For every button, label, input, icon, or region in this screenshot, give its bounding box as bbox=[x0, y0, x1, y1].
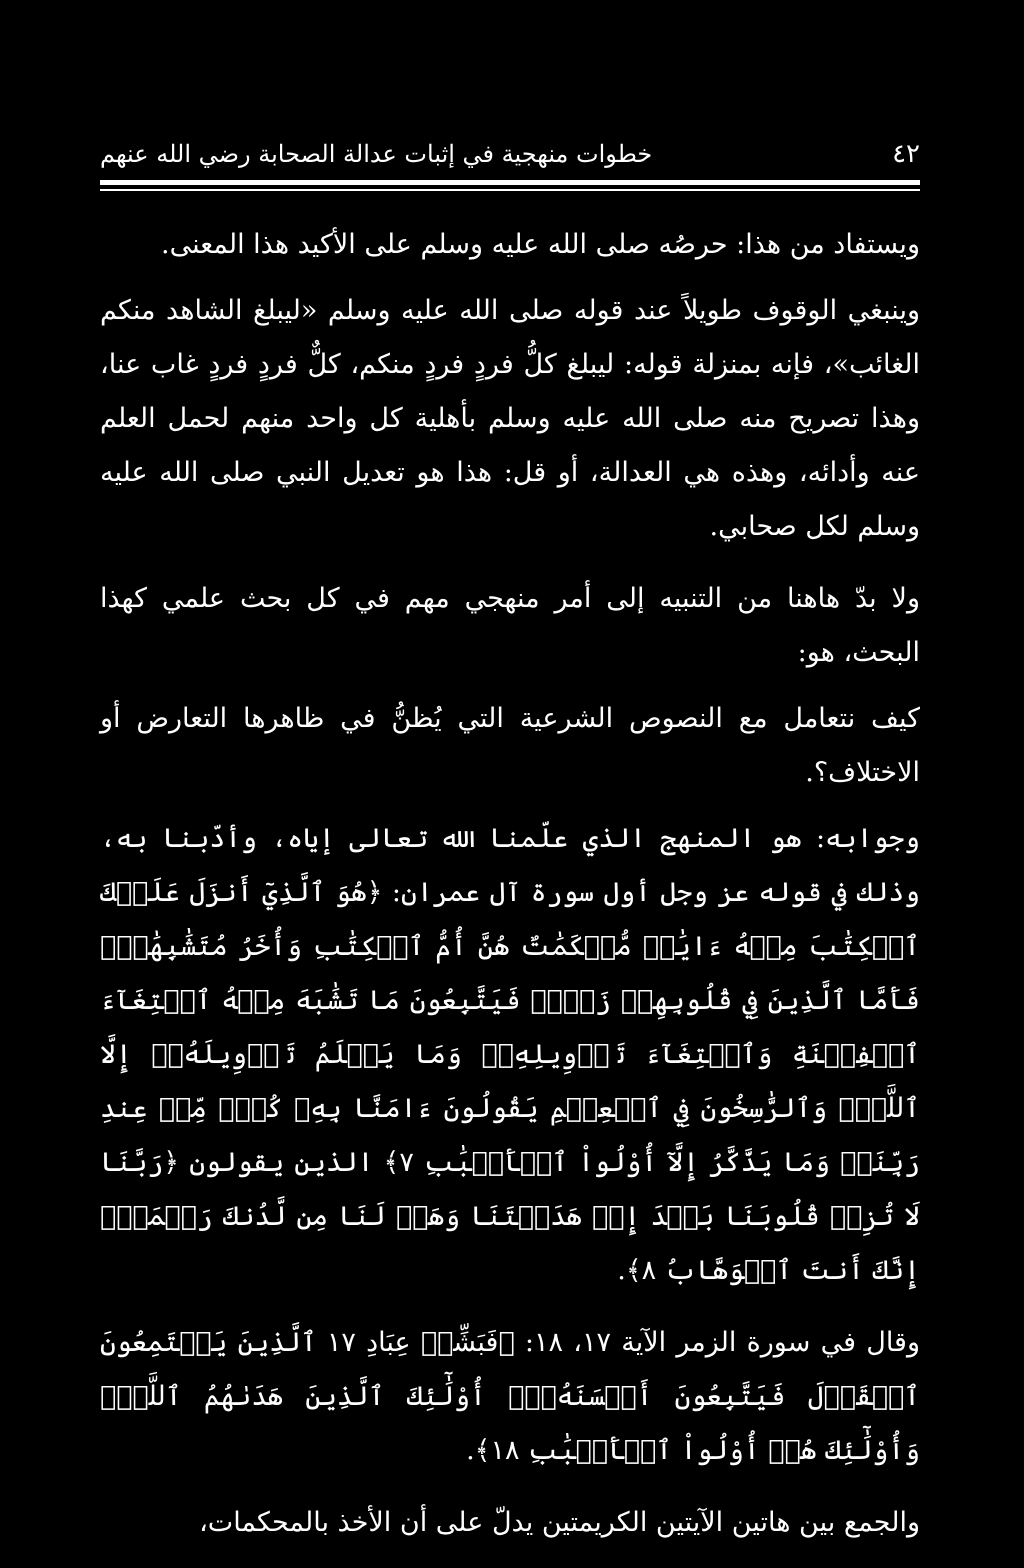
paragraph-6-quran-az-zumar: وقال في سورة الزمر الآية ١٧، ١٨: ﴿فَبَشِّرۡ عِبَادِ ١٧ ٱلَّذِينَ يَسۡتَمِعُونَ ٱلۡقَوۡلَ فَيَتَّبِعُونَ أَحۡسَنَهُۥٓۚ أُوْلَٰٓئِكَ ٱلَّذِينَ هَدَىٰهُمُ ٱللَّهُۖ وَأُوْلَٰٓئِكَ هُمۡ أُوْلُواْ ٱلۡأَلۡبَٰبِ ١٨﴾. bbox=[100, 1327, 921, 1466]
paragraph-5-quran-al-imran: وجوابه: هو المنهج الذي علّمنا الله تعالى إياه، وأدّبنا به، وذلك في قوله عز وجل أول سورة آل عمران: ﴿هُوَ ٱلَّذِيٓ أَنزَلَ عَلَيۡكَ ٱلۡكِتَٰبَ مِنۡهُ ءَايَٰتٞ مُّحۡكَمَٰتٌ هُنَّ أُمُّ ٱلۡكِتَٰبِ وَأُخَرُ مُتَشَٰبِهَٰتٞۖ فَأَمَّا ٱلَّذِينَ فِي قُلُوبِهِمۡ زَيۡغٞ فَيَتَّبِعُونَ مَا تَشَٰبَهَ مِنۡهُ ٱبۡتِغَآءَ ٱلۡفِتۡنَةِ وَٱبۡتِغَآءَ تَأۡوِيلِهِۦۖ وَمَا يَعۡلَمُ تَأۡوِيلَهُۥٓ إِلَّا ٱللَّهُۗ وَٱلرَّٰسِخُونَ فِي ٱلۡعِلۡمِ يَقُولُونَ ءَامَنَّا بِهِۦ كُلّٞ مِّنۡ عِندِ رَبِّنَاۗ وَمَا يَذَّكَّرُ إِلَّآ أُوْلُواْ ٱلۡأَلۡبَٰبِ ٧﴾ الذين يقولون ﴿رَبَّنَا لَا تُزِغۡ قُلُوبَنَا بَعۡدَ إِذۡ هَدَيۡتَنَا وَهَبۡ لَنَا مِن لَّدُنكَ رَحۡمَةًۚ إِنَّكَ أَنتَ ٱلۡوَهَّابُ ٨﴾. bbox=[100, 823, 920, 1286]
paragraph-1: ويستفاد من هذا: حرصُه صلى الله عليه وسلم على الأكيد هذا المعنى. bbox=[160, 229, 920, 260]
header-rule-thick bbox=[100, 180, 920, 185]
paragraph-2: وينبغي الوقوف طويلاً عند قوله صلى الله عليه وسلم «ليبلغ الشاهد منكم الغائب»، فإنه بمنزلة قوله: ليبلغ كلُّ فردٍ فردٍ منكم، كلٌّ فردٍ فردٍ غاب عنا، وهذا تصريح منه صلى الله عليه وسلم بأهلية كل واحد منهم لحمل العلم عنه وأدائه، وهذه هي العدالة، أو قل: هذا هو تعديل النبي صلى الله عليه وسلم لكل صحابي. bbox=[100, 295, 920, 542]
paragraph-4: كيف نتعامل مع النصوص الشرعية التي يُظنُّ في ظاهرها التعارض أو الاختلاف؟. bbox=[100, 703, 920, 788]
running-title: خطوات منهجية في إثبات عدالة الصحابة رضي الله عنهم bbox=[100, 140, 653, 168]
page-header bbox=[100, 134, 920, 174]
header-rule-thin bbox=[100, 189, 920, 191]
paragraph-3: ولا بدّ هاهنا من التنبيه إلى أمر منهجي مهم في كل بحث علمي كهذا البحث، هو: bbox=[100, 583, 920, 668]
page-number: ٤٢ bbox=[892, 139, 920, 169]
body-text bbox=[100, 218, 920, 1568]
paragraph-7: والجمع بين هاتين الآيتين الكريمتين يدلّ على أن الأخذ بالمحكمات، bbox=[199, 1507, 920, 1538]
